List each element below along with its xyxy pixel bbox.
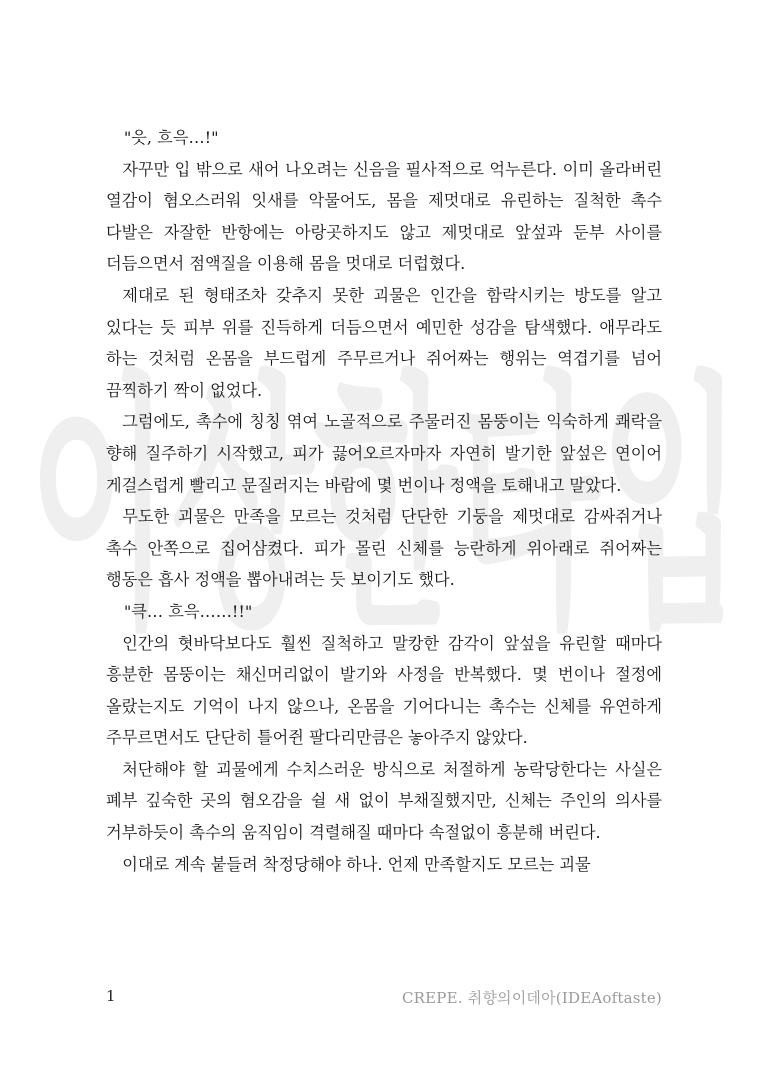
paragraph: 인간의 혓바닥보다도 훨씬 질척하고 말캉한 감각이 앞섶을 유린할 때마다 흥분한 몸뚱이는 채신머리없이 발기와 사정을 반복했다. 몇 번이나 절정에 올랐는지도 기억이 나지 않으나, 온몸을 기어다니는 촉수는 신체를 유연하게 주무르면서도 단단히 틀어쥔 팔다리만큼은 놓아주지 않았다. — [106, 633, 662, 748]
paragraph: 처단해야 할 괴물에게 수치스러운 방식으로 처절하게 농락당한다는 사실은 폐부 깊숙한 곳의 혐오감을 쉴 새 없이 부채질했지만, 신체는 주인의 의사를 거부하듯이 촉수의 움직임이 격렬해질 때마다 속절없이 흥분해 버린다. — [106, 759, 662, 843]
paragraph: 제대로 된 형태조차 갖추지 못한 괴물은 인간을 함락시키는 방도를 알고 있다는 듯 피부 위를 진득하게 더듬으면서 예민한 성감을 탐색했다. 애무라도 하는 것처럼 온몸을 부드럽게 주무르거나 쥐어짜는 행위는 역겹기를 넘어 끔찍하기 짝이 없었다. — [106, 285, 662, 400]
paragraph: 이대로 계속 붙들려 착정당해야 하나. 언제 만족할지도 모르는 괴물 — [122, 854, 591, 874]
paragraph: 무도한 괴물은 만족을 모르는 것처럼 단단한 기둥을 제멋대로 감싸쥐거나 촉수 안쪽으로 집어삼켰다. 피가 몰린 신체를 능란하게 위아래로 쥐어짜는 행동은 흡사 정액을 뽑아내려는 듯 보이기도 했다. — [106, 507, 662, 590]
paragraph: 그럼에도, 촉수에 칭칭 엮여 노골적으로 주물러진 몸뚱이는 익숙하게 쾌락을 향해 질주하기 시작했고, 피가 끓어오르자마자 자연히 발기한 앞섶은 연이어 게걸스럽게 빨리고 문질러지는 바람에 몇 번이나 정액을 토해내고 말았다. — [106, 412, 662, 495]
dialogue-line: "읏, 흐윽…!" — [123, 128, 219, 147]
publisher-credit: CREPE. 취향의이데아(IDEAoftaste) — [401, 989, 662, 1007]
page-footer — [106, 987, 662, 1011]
body-text — [106, 122, 662, 880]
page-number: 1 — [106, 987, 116, 1005]
dialogue-line: "큭… 흐윽……!!" — [123, 601, 253, 621]
watermark-text: 이상한타입 — [28, 349, 743, 664]
paragraph: 자꾸만 입 밖으로 새어 나오려는 신음을 필사적으로 억누른다. 이미 올라버린 열감이 혐오스러워 잇새를 악물어도, 몸을 제멋대로 유린하는 질척한 촉수 다발은 자잘한 반항에는 아랑곳하지도 않고 제멋대로 앞섶과 둔부 사이를 더듬으면서 점액질을 이용해 몸을 멋대로 더럽혔다. — [106, 159, 662, 274]
